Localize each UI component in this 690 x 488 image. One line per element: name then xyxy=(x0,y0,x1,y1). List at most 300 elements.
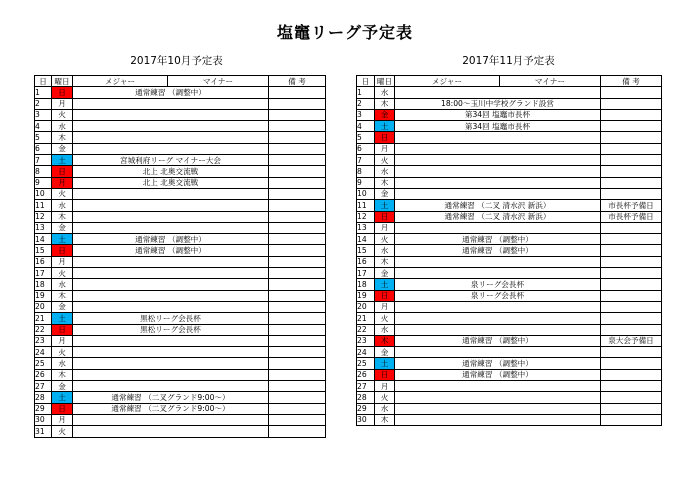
table-row xyxy=(357,301,662,312)
weekday-cell: 金 xyxy=(375,347,395,358)
day-cell: 1 xyxy=(35,87,52,98)
day-cell: 18 xyxy=(357,279,375,290)
weekday-cell: 土 xyxy=(52,313,73,324)
table-row xyxy=(35,403,326,414)
event-cell xyxy=(73,358,269,369)
weekday-cell: 日 xyxy=(52,87,73,98)
day-cell: 31 xyxy=(35,426,52,437)
notes-cell xyxy=(269,301,326,312)
weekday-cell: 土 xyxy=(375,200,395,211)
day-cell: 11 xyxy=(35,200,52,211)
table-row xyxy=(35,347,326,358)
notes-cell xyxy=(269,426,326,437)
notes-cell xyxy=(269,121,326,132)
notes-cell xyxy=(269,166,326,177)
weekday-cell: 月 xyxy=(375,222,395,233)
table-row xyxy=(357,313,662,324)
table-row xyxy=(357,87,662,98)
day-cell: 20 xyxy=(357,301,375,312)
table-row xyxy=(35,414,326,425)
table-row xyxy=(35,301,326,312)
table-row xyxy=(357,369,662,380)
table-row xyxy=(35,426,326,437)
event-cell: 通常練習 （調整中） xyxy=(73,245,269,256)
day-cell: 18 xyxy=(35,279,52,290)
day-cell: 29 xyxy=(35,403,52,414)
notes-cell xyxy=(269,132,326,143)
weekday-cell: 水 xyxy=(375,324,395,335)
table-row xyxy=(35,132,326,143)
table-row xyxy=(357,155,662,166)
event-cell: 宮城利府リーグ マイナー大会 xyxy=(73,155,269,166)
day-cell: 17 xyxy=(35,268,52,279)
day-cell: 23 xyxy=(35,335,52,346)
event-cell: 通常練習 （調整中） xyxy=(395,234,601,245)
event-cell: 通常練習 （調整中） xyxy=(395,335,601,346)
table-row xyxy=(35,313,326,324)
day-cell: 24 xyxy=(35,347,52,358)
table-row xyxy=(35,234,326,245)
weekday-cell: 水 xyxy=(52,279,73,290)
table-row xyxy=(35,381,326,392)
notes-cell xyxy=(601,166,662,177)
event-cell: 通常練習 （二叉 清水沢 新浜） xyxy=(395,200,601,211)
weekday-cell: 金 xyxy=(375,188,395,199)
weekday-cell: 火 xyxy=(52,188,73,199)
event-cell: 泉リーグ会長杯 xyxy=(395,279,601,290)
weekday-cell: 日 xyxy=(52,245,73,256)
day-cell: 17 xyxy=(357,268,375,279)
event-cell: 18:00～玉川中学校グランド設営 xyxy=(395,98,601,109)
weekday-cell: 金 xyxy=(52,143,73,154)
header-minor: マイナー xyxy=(500,76,601,87)
october-schedule-table xyxy=(34,75,326,438)
weekday-cell: 日 xyxy=(375,132,395,143)
weekday-cell: 金 xyxy=(375,109,395,120)
notes-cell xyxy=(269,358,326,369)
day-cell: 15 xyxy=(357,245,375,256)
table-row xyxy=(35,121,326,132)
event-cell: 第34回 塩竈市長杯 xyxy=(395,121,601,132)
notes-cell xyxy=(601,87,662,98)
table-row xyxy=(35,335,326,346)
table-row xyxy=(35,143,326,154)
day-cell: 8 xyxy=(357,166,375,177)
event-cell xyxy=(395,256,601,267)
weekday-cell: 日 xyxy=(375,369,395,380)
day-cell: 28 xyxy=(357,392,375,403)
weekday-cell: 木 xyxy=(375,98,395,109)
notes-cell xyxy=(269,222,326,233)
notes-cell xyxy=(601,109,662,120)
notes-cell xyxy=(601,155,662,166)
notes-cell xyxy=(601,358,662,369)
weekday-cell: 木 xyxy=(52,132,73,143)
day-cell: 8 xyxy=(35,166,52,177)
weekday-cell: 火 xyxy=(52,347,73,358)
notes-cell xyxy=(269,177,326,188)
day-cell: 5 xyxy=(35,132,52,143)
table-row xyxy=(35,279,326,290)
event-cell xyxy=(73,301,269,312)
notes-cell xyxy=(269,234,326,245)
event-cell xyxy=(395,414,601,425)
table-row xyxy=(35,155,326,166)
table-row xyxy=(357,143,662,154)
weekday-cell: 水 xyxy=(52,200,73,211)
event-cell: 通常練習 （二叉グランド9:00～） xyxy=(73,403,269,414)
weekday-cell: 月 xyxy=(52,414,73,425)
event-cell xyxy=(395,143,601,154)
weekday-cell: 土 xyxy=(52,155,73,166)
day-cell: 13 xyxy=(357,222,375,233)
day-cell: 25 xyxy=(357,358,375,369)
table-row xyxy=(35,87,326,98)
day-cell: 24 xyxy=(357,347,375,358)
weekday-cell: 土 xyxy=(375,358,395,369)
day-cell: 28 xyxy=(35,392,52,403)
notes-cell xyxy=(601,98,662,109)
event-cell xyxy=(73,132,269,143)
header-weekday: 曜日 xyxy=(52,76,73,87)
event-cell xyxy=(73,211,269,222)
table-row xyxy=(35,98,326,109)
notes-cell xyxy=(269,369,326,380)
day-cell: 29 xyxy=(357,403,375,414)
event-cell xyxy=(395,392,601,403)
notes-cell xyxy=(601,313,662,324)
table-header-row xyxy=(35,76,326,87)
table-row xyxy=(357,98,662,109)
event-cell xyxy=(73,347,269,358)
day-cell: 10 xyxy=(357,188,375,199)
day-cell: 9 xyxy=(357,177,375,188)
event-cell xyxy=(395,381,601,392)
day-cell: 21 xyxy=(35,313,52,324)
table-row xyxy=(357,234,662,245)
weekday-cell: 木 xyxy=(375,256,395,267)
notes-cell xyxy=(269,403,326,414)
day-cell: 23 xyxy=(357,335,375,346)
weekday-cell: 月 xyxy=(52,98,73,109)
event-cell: 通常練習 （調整中） xyxy=(395,245,601,256)
day-cell: 2 xyxy=(35,98,52,109)
notes-cell xyxy=(601,256,662,267)
notes-cell xyxy=(601,392,662,403)
day-cell: 14 xyxy=(357,234,375,245)
day-cell: 30 xyxy=(35,414,52,425)
day-cell: 22 xyxy=(357,324,375,335)
notes-cell xyxy=(269,414,326,425)
event-cell xyxy=(395,301,601,312)
day-cell: 6 xyxy=(357,143,375,154)
table-row xyxy=(357,414,662,425)
table-row xyxy=(357,109,662,120)
header-day: 日 xyxy=(35,76,52,87)
weekday-cell: 日 xyxy=(52,403,73,414)
event-cell: 通常練習 （調整中） xyxy=(73,234,269,245)
weekday-cell: 木 xyxy=(52,369,73,380)
notes-cell xyxy=(601,121,662,132)
notes-cell xyxy=(601,347,662,358)
header-minor: マイナー xyxy=(168,76,269,87)
table-row xyxy=(357,381,662,392)
day-cell: 3 xyxy=(35,109,52,120)
table-row xyxy=(357,188,662,199)
event-cell xyxy=(395,403,601,414)
event-cell xyxy=(73,335,269,346)
event-cell xyxy=(73,188,269,199)
notes-cell xyxy=(601,132,662,143)
page-title: 塩竈リーグ予定表 xyxy=(276,23,413,42)
day-cell: 22 xyxy=(35,324,52,335)
day-cell: 2 xyxy=(357,98,375,109)
event-cell: 北上 北奥交流戦 xyxy=(73,177,269,188)
day-cell: 26 xyxy=(357,369,375,380)
table-row xyxy=(357,256,662,267)
header-major: メジャー xyxy=(73,76,168,87)
table-row xyxy=(35,290,326,301)
day-cell: 15 xyxy=(35,245,52,256)
event-cell xyxy=(73,98,269,109)
table-row xyxy=(357,132,662,143)
event-cell xyxy=(395,324,601,335)
day-cell: 4 xyxy=(357,121,375,132)
notes-cell xyxy=(269,87,326,98)
table-row xyxy=(35,358,326,369)
weekday-cell: 月 xyxy=(375,143,395,154)
day-cell: 19 xyxy=(357,290,375,301)
day-cell: 7 xyxy=(357,155,375,166)
event-cell xyxy=(73,369,269,380)
notes-cell xyxy=(601,279,662,290)
event-cell xyxy=(73,414,269,425)
notes-cell xyxy=(601,414,662,425)
day-cell: 12 xyxy=(35,211,52,222)
weekday-cell: 金 xyxy=(375,268,395,279)
notes-cell xyxy=(269,279,326,290)
table-row xyxy=(35,211,326,222)
event-cell xyxy=(73,222,269,233)
notes-cell xyxy=(269,268,326,279)
day-cell: 6 xyxy=(35,143,52,154)
event-cell xyxy=(395,132,601,143)
weekday-cell: 火 xyxy=(375,155,395,166)
event-cell: 北上 北奥交流戦 xyxy=(73,166,269,177)
day-cell: 5 xyxy=(357,132,375,143)
event-cell: 泉リーグ会長杯 xyxy=(395,290,601,301)
notes-cell: 市長杯予備日 xyxy=(601,211,662,222)
notes-cell xyxy=(269,392,326,403)
event-cell xyxy=(73,121,269,132)
weekday-cell: 日 xyxy=(375,290,395,301)
day-cell: 4 xyxy=(35,121,52,132)
day-cell: 16 xyxy=(35,256,52,267)
table-row xyxy=(357,211,662,222)
day-cell: 7 xyxy=(35,155,52,166)
weekday-cell: 水 xyxy=(52,121,73,132)
event-cell xyxy=(73,200,269,211)
weekday-cell: 土 xyxy=(375,279,395,290)
table-row xyxy=(35,177,326,188)
event-cell xyxy=(395,313,601,324)
event-cell xyxy=(73,381,269,392)
weekday-cell: 月 xyxy=(375,381,395,392)
notes-cell: 泉大会予備日 xyxy=(601,335,662,346)
table-row xyxy=(357,121,662,132)
event-cell xyxy=(395,222,601,233)
weekday-cell: 火 xyxy=(52,268,73,279)
notes-cell xyxy=(601,245,662,256)
table-row xyxy=(357,222,662,233)
day-cell: 27 xyxy=(35,381,52,392)
table-row xyxy=(357,200,662,211)
notes-cell xyxy=(269,245,326,256)
table-row xyxy=(357,347,662,358)
notes-cell xyxy=(269,290,326,301)
table-row xyxy=(35,369,326,380)
header-day: 日 xyxy=(357,76,375,87)
day-cell: 27 xyxy=(357,381,375,392)
weekday-cell: 火 xyxy=(375,313,395,324)
event-cell xyxy=(395,347,601,358)
weekday-cell: 月 xyxy=(52,335,73,346)
weekday-cell: 火 xyxy=(375,392,395,403)
event-cell xyxy=(395,166,601,177)
table-row xyxy=(357,358,662,369)
notes-cell xyxy=(269,143,326,154)
weekday-cell: 土 xyxy=(52,392,73,403)
table-row xyxy=(357,392,662,403)
notes-cell xyxy=(269,347,326,358)
day-cell: 20 xyxy=(35,301,52,312)
weekday-cell: 火 xyxy=(52,426,73,437)
table-row xyxy=(35,268,326,279)
notes-cell xyxy=(269,211,326,222)
day-cell: 14 xyxy=(35,234,52,245)
table-row xyxy=(357,279,662,290)
weekday-cell: 金 xyxy=(52,301,73,312)
day-cell: 3 xyxy=(357,109,375,120)
header-major: メジャー xyxy=(395,76,500,87)
weekday-cell: 土 xyxy=(375,121,395,132)
event-cell xyxy=(73,290,269,301)
weekday-cell: 水 xyxy=(375,166,395,177)
notes-cell xyxy=(269,109,326,120)
event-cell: 通常練習 （調整中） xyxy=(395,358,601,369)
weekday-cell: 土 xyxy=(52,234,73,245)
notes-cell xyxy=(269,155,326,166)
notes-cell xyxy=(601,403,662,414)
event-cell xyxy=(395,155,601,166)
notes-cell xyxy=(601,234,662,245)
notes-cell xyxy=(601,301,662,312)
event-cell: 通常練習 （二叉 清水沢 新浜） xyxy=(395,211,601,222)
table-row xyxy=(35,222,326,233)
event-cell xyxy=(73,109,269,120)
table-row xyxy=(357,177,662,188)
weekday-cell: 木 xyxy=(52,290,73,301)
header-weekday: 曜日 xyxy=(375,76,395,87)
event-cell: 通常練習 （二叉グランド9:00～） xyxy=(73,392,269,403)
notes-cell xyxy=(269,381,326,392)
event-cell: 通常練習 （調整中） xyxy=(73,87,269,98)
notes-cell xyxy=(269,98,326,109)
weekday-cell: 火 xyxy=(375,234,395,245)
event-cell: 黒松リーグ会長杯 xyxy=(73,313,269,324)
event-cell xyxy=(395,87,601,98)
table-row xyxy=(35,245,326,256)
notes-cell xyxy=(601,324,662,335)
weekday-cell: 木 xyxy=(52,211,73,222)
table-row xyxy=(35,188,326,199)
event-cell xyxy=(395,268,601,279)
table-row xyxy=(357,268,662,279)
november-schedule-table xyxy=(356,75,662,426)
day-cell: 9 xyxy=(35,177,52,188)
day-cell: 16 xyxy=(357,256,375,267)
table-row xyxy=(357,324,662,335)
notes-cell xyxy=(269,256,326,267)
header-notes: 備 考 xyxy=(601,76,662,87)
event-cell xyxy=(73,256,269,267)
day-cell: 11 xyxy=(357,200,375,211)
event-cell: 第34回 塩竈市長杯 xyxy=(395,109,601,120)
notes-cell xyxy=(269,324,326,335)
notes-cell: 市長杯予備日 xyxy=(601,200,662,211)
table-header-row xyxy=(357,76,662,87)
weekday-cell: 水 xyxy=(52,358,73,369)
event-cell xyxy=(395,188,601,199)
table-row xyxy=(35,166,326,177)
weekday-cell: 日 xyxy=(52,324,73,335)
day-cell: 13 xyxy=(35,222,52,233)
day-cell: 25 xyxy=(35,358,52,369)
notes-cell xyxy=(269,313,326,324)
table-row xyxy=(35,392,326,403)
notes-cell xyxy=(601,222,662,233)
event-cell xyxy=(73,143,269,154)
notes-cell xyxy=(601,369,662,380)
weekday-cell: 月 xyxy=(375,301,395,312)
table-row xyxy=(357,245,662,256)
table-row xyxy=(357,166,662,177)
table-row xyxy=(357,290,662,301)
october-rows xyxy=(35,87,326,437)
weekday-cell: 木 xyxy=(375,414,395,425)
weekday-cell: 月 xyxy=(52,177,73,188)
weekday-cell: 火 xyxy=(52,109,73,120)
notes-cell xyxy=(601,177,662,188)
november-subtitle: 2017年11月予定表 xyxy=(462,55,555,67)
notes-cell xyxy=(601,268,662,279)
header-notes: 備 考 xyxy=(269,76,326,87)
weekday-cell: 水 xyxy=(375,87,395,98)
weekday-cell: 水 xyxy=(375,403,395,414)
weekday-cell: 木 xyxy=(375,177,395,188)
event-cell: 黒松リーグ会長杯 xyxy=(73,324,269,335)
weekday-cell: 金 xyxy=(52,381,73,392)
weekday-cell: 木 xyxy=(375,335,395,346)
weekday-cell: 水 xyxy=(375,245,395,256)
event-cell: 通常練習 （調整中） xyxy=(395,369,601,380)
table-row xyxy=(35,324,326,335)
day-cell: 10 xyxy=(35,188,52,199)
day-cell: 21 xyxy=(357,313,375,324)
day-cell: 1 xyxy=(357,87,375,98)
notes-cell xyxy=(601,143,662,154)
notes-cell xyxy=(269,335,326,346)
